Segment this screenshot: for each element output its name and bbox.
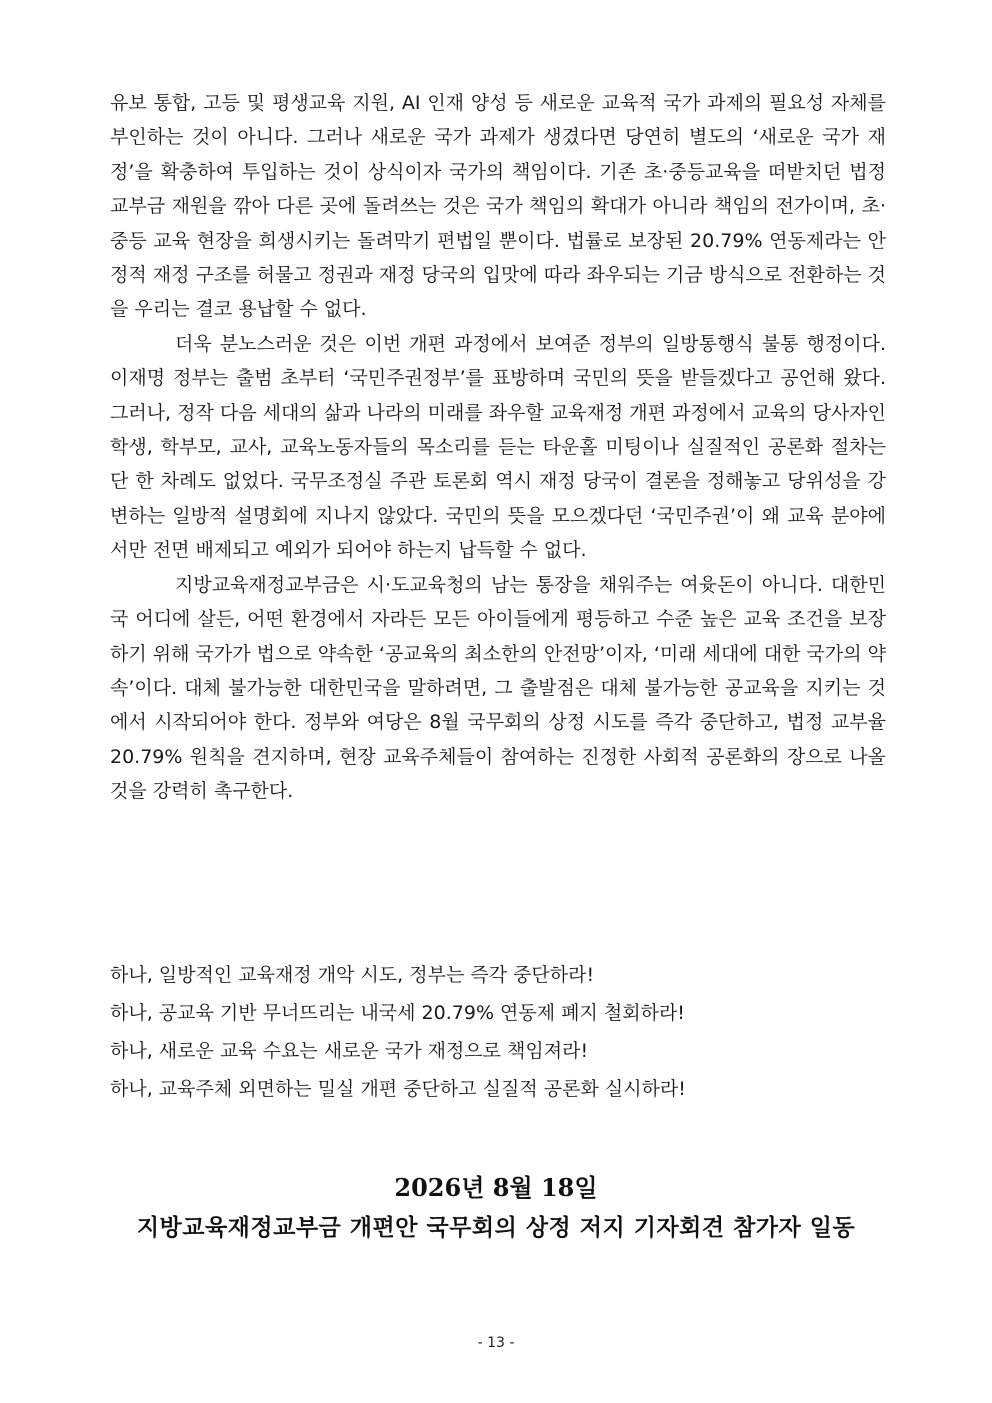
slogan-item: 하나, 교육주체 외면하는 밀실 개편 중단하고 실질적 공론화 실시하라! <box>110 1078 686 1100</box>
paragraph-2: 더욱 분노스러운 것은 이번 개편 과정에서 보여준 정부의 일방통행식 불통 행정이다. 이재명 정부는 출범 초부터 ‘국민주권정부’를 표방하며 국민의 뜻을 받들겠다고 공언해 왔다. 그러나, 정작 다음 세대의 삶과 나라의 미래를 좌우할 교육재정 개편 과정에서 교육의 당사자인 학생, 학부모, 교사, 교육노동자들의 목소리를 듣는 타운홀 미팅이나 실질적인 공론화 절차는 단 한 차례도 없었다. 국무조정실 주관 토론회 역시 재정 당국이 결론을 정해놓고 당위성을 강변하는 일방적 설명회에 지나지 않았다. 국민의 뜻을 모으겠다던 ‘국민주권’이 왜 교육 분야에서만 전면 배제되고 예외가 되어야 하는지 납득할 수 없다. <box>110 332 886 562</box>
slogan-list <box>110 956 886 1108</box>
paragraph-1: 유보 통합, 고등 및 평생교육 지원, AI 인재 양성 등 새로운 교육적 국가 과제의 필요성 자체를 부인하는 것이 아니다. 그러나 새로운 국가 과제가 생겼다면 당연히 별도의 ‘새로운 국가 재정’을 확충하여 투입하는 것이 상식이자 국가의 책임이다. 기존 초·중등교육을 떠받치던 법정 교부금 재원을 깎아 다른 곳에 돌려쓰는 것은 국가 책임의 확대가 아니라 책임의 전가이며, 초·중등 교육 현장을 희생시키는 돌려막기 편법일 뿐이다. 법률로 보장된 20.79% 연동제라는 안정적 재정 구조를 허물고 정권과 재정 당국의 입맛에 따라 좌우되는 기금 방식으로 전환하는 것을 우리는 결코 용납할 수 없다. <box>110 92 886 321</box>
signatory-line: 지방교육재정교부금 개편안 국무회의 상정 저지 기자회견 참가자 일동 <box>136 1214 856 1241</box>
page-number: - 13 - <box>477 1335 515 1351</box>
slogan-item: 하나, 일방적인 교육재정 개악 시도, 정부는 즉각 중단하라! <box>110 964 595 986</box>
body-text <box>110 86 886 809</box>
slogan-item: 하나, 공교육 기반 무너뜨리는 내국세 20.79% 연동제 폐지 철회하라! <box>110 1002 685 1024</box>
paragraph-3: 지방교육재정교부금은 시·도교육청의 남는 통장을 채워주는 여윳돈이 아니다. 대한민국 어디에 살든, 어떤 환경에서 자라든 모든 아이들에게 평등하고 수준 높은 교육 조건을 보장하기 위해 국가가 법으로 약속한 ‘공교육의 최소한의 안전망’이자, ‘미래 세대에 대한 국가의 약속’이다. 대체 불가능한 대한민국을 말하려면, 그 출발점은 대체 불가능한 공교육을 지키는 것에서 시작되어야 한다. 정부와 여당은 8월 국무회의 상정 시도를 즉각 중단하고, 법정 교부율 20.79% 원칙을 견지하며, 현장 교육주체들이 참여하는 진정한 사회적 공론화의 장으로 나올 것을 강력히 촉구한다. <box>110 573 886 803</box>
slogan-item: 하나, 새로운 교육 수요는 새로운 국가 재정으로 책임져라! <box>110 1040 589 1062</box>
statement-date: 2026년 8월 18일 <box>394 1173 598 1202</box>
